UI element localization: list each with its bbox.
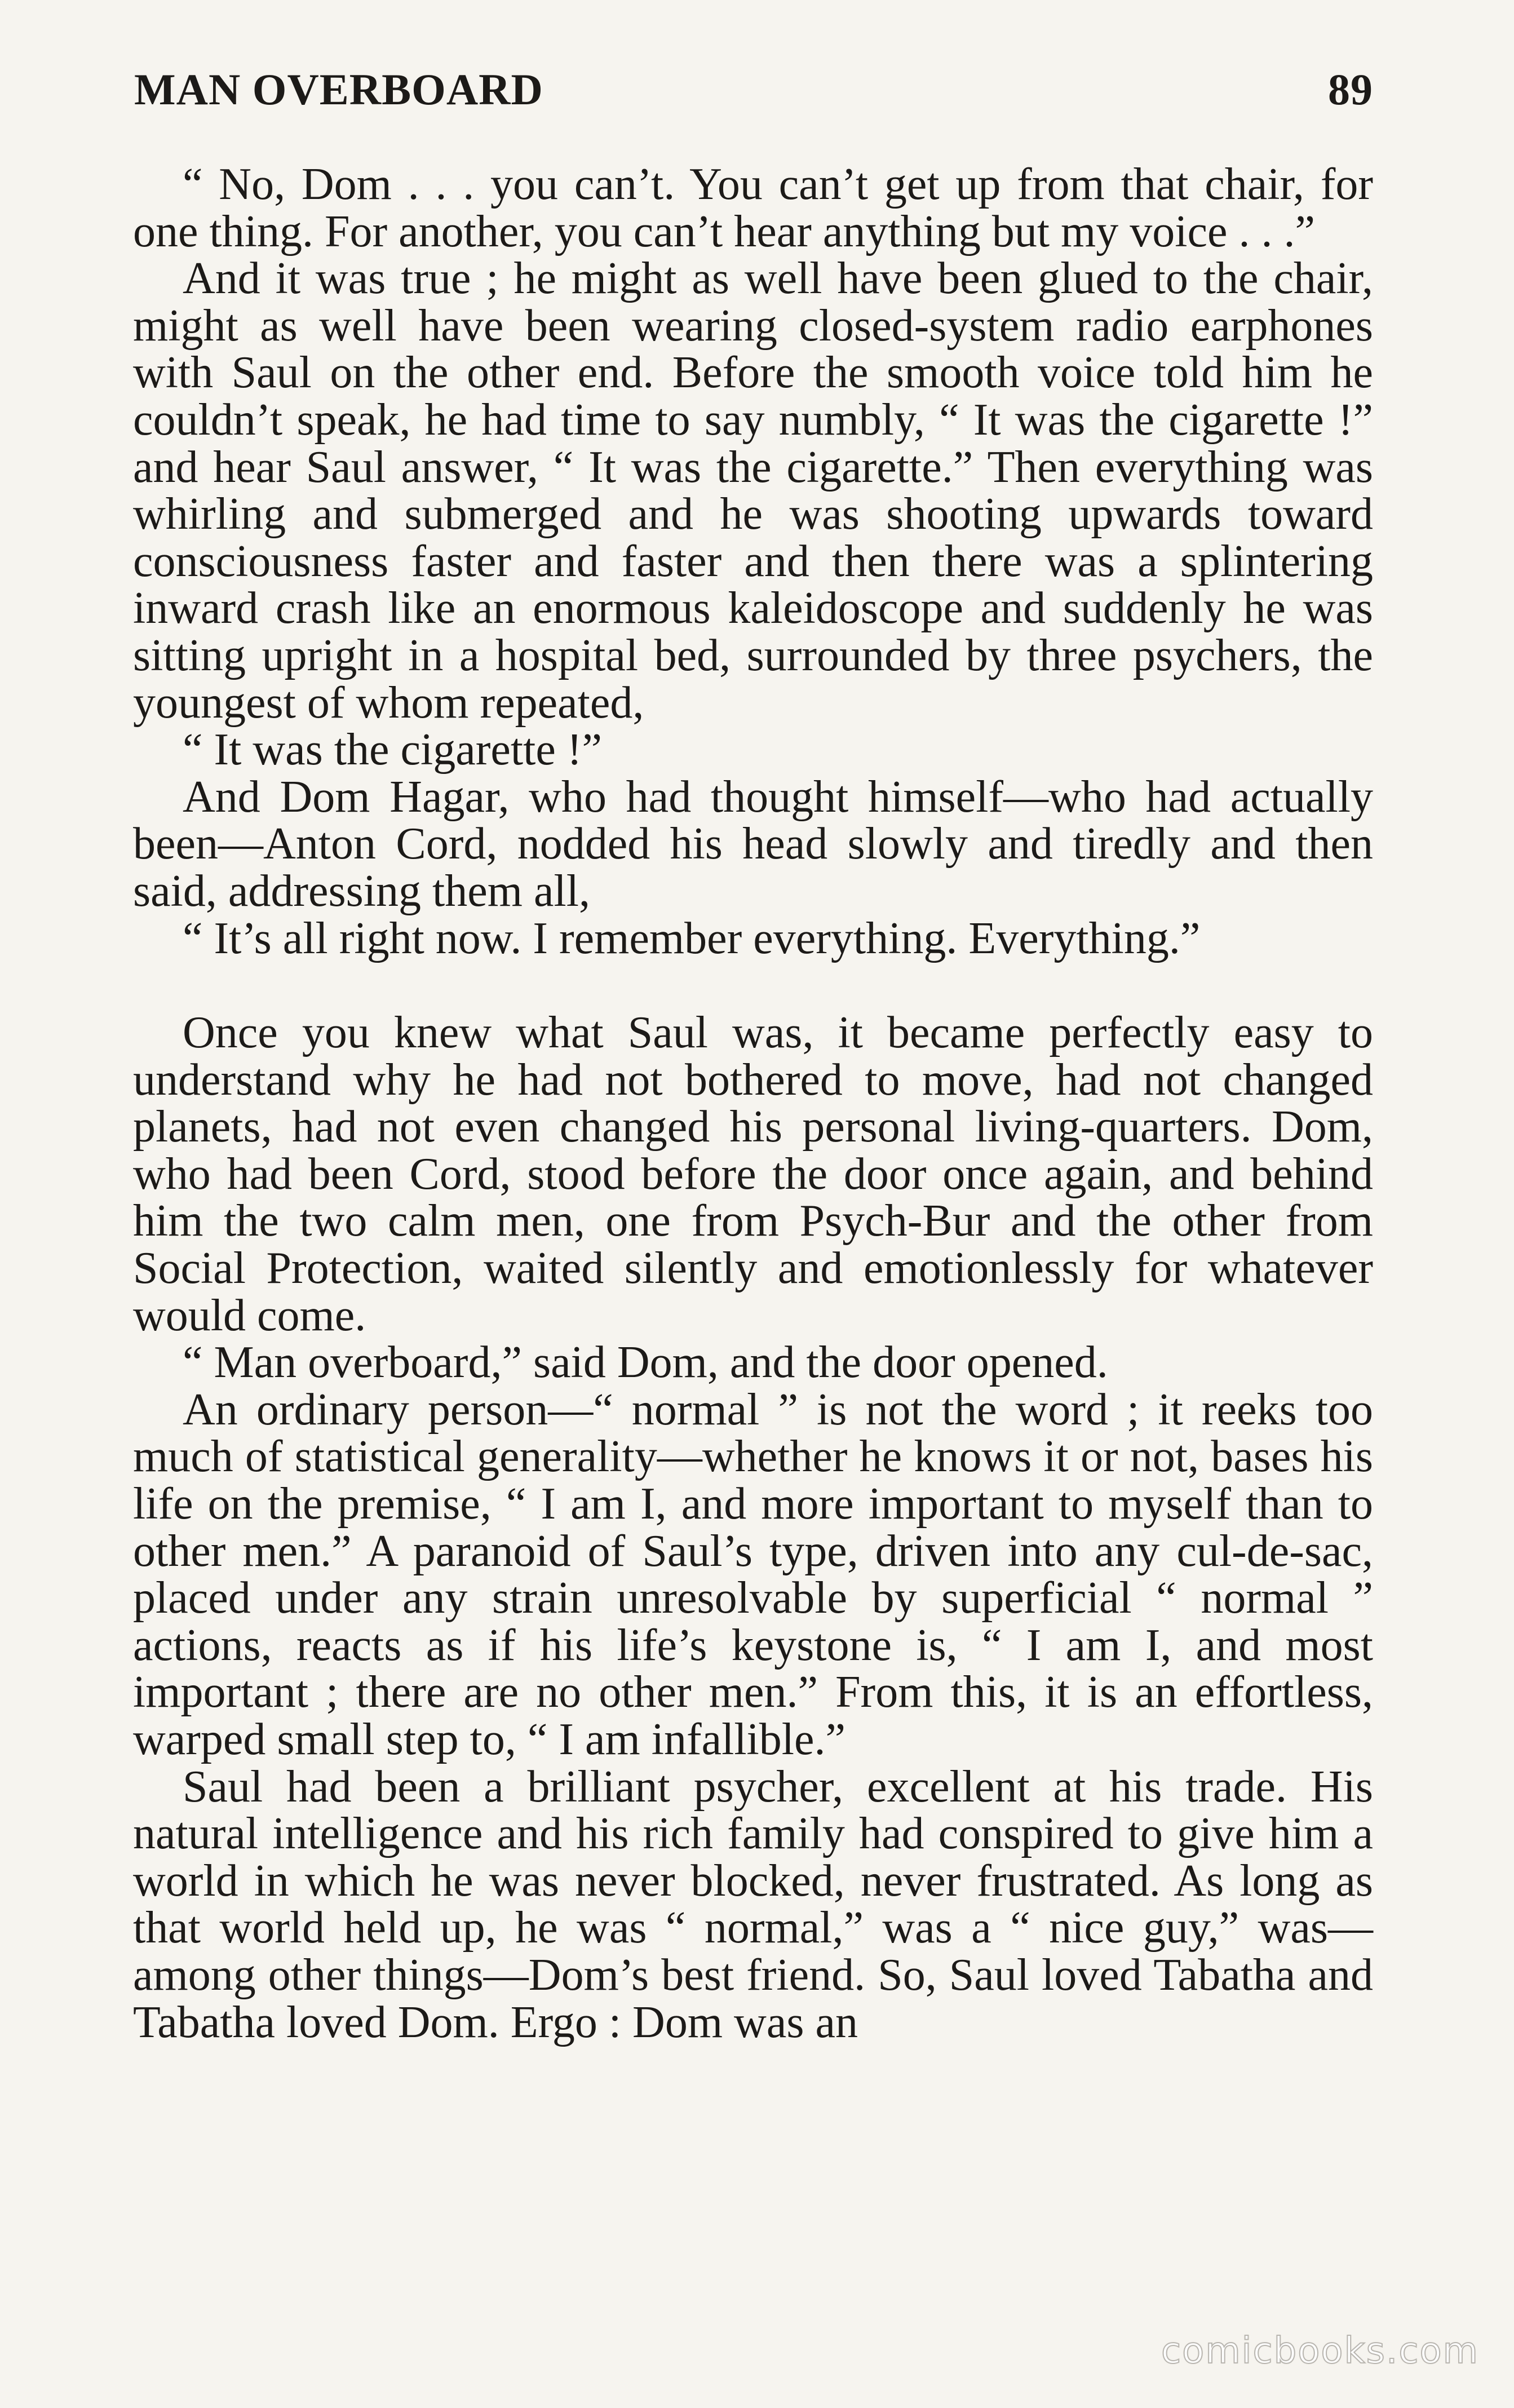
body-text [133, 161, 1373, 2046]
paragraph: “ Man overboard,” said Dom, and the door opened. [183, 1338, 1108, 1388]
chapter-title: MAN OVERBOARD [134, 65, 543, 114]
paragraph: An ordinary person—“ normal ” is not the word ; it reeks too much of statistical generality—whether he knows it or not, bases his life on the premise, “ I am I, and more important to myself than to other men.” A paranoid of Saul’s type, driven into any cul-de-sac, placed under any strain unresolvable by superficial “ normal ” actions, reacts as if his life’s keystone is, “ I am I, and most important ; there are no other men.” From this, it is an effortless, warped small step to, “ I am infallible.” [133, 1384, 1373, 1764]
paragraph: “ No, Dom . . . you can’t. You can’t get up from that chair, for one thing. For another, you can’t hear anything but my voice . . .” [133, 160, 1373, 256]
page-number: 89 [1328, 65, 1373, 114]
paragraph: “ It’s all right now. I remember everything. Everything.” [183, 913, 1201, 963]
paragraph: And Dom Hagar, who had thought himself—who had actually been—Anton Cord, nodded his head slowly and tiredly and then said, addressing them all, [133, 772, 1373, 916]
paragraph: “ It was the cigarette !” [183, 725, 603, 775]
running-header [134, 59, 1373, 121]
paragraph: Saul had been a brilliant psycher, excellent at his trade. His natural intelligence and his rich family had conspired to give him a world in which he was never blocked, never frustrated. As long as that world held up, he was “ normal,” was a “ nice guy,” was—among other things—Dom’s best friend. So, Saul loved Tabatha and Tabatha loved Dom. Ergo : Dom was an [133, 1761, 1373, 2047]
section-break [133, 962, 1373, 1010]
paragraph: Once you knew what Saul was, it became perfectly easy to understand why he had not bothered to move, had not changed planets, had not even changed his personal living-quarters. Dom, who had been Cord, stood before the door once again, and behind him the two calm men, one from Psych-Bur and the other from Social Protection, waited silently and emotionlessly for whatever would come. [133, 1008, 1373, 1340]
paragraph: And it was true ; he might as well have been glued to the chair, might as well have been wearing closed-system radio earphones with Saul on the other end. Before the smooth voice told him he couldn’t speak, he had time to say numbly, “ It was the cigarette !” and hear Saul answer, “ It was the cigarette.” Then everything was whirling and submerged and he was shooting upwards toward consciousness faster and faster and then there was a splintering inward crash like an enormous kaleidoscope and suddenly he was sitting upright in a hospital bed, surrounded by three psychers, the youngest of whom repeated, [133, 254, 1373, 728]
watermark-logo: comicbooks.com [1161, 2330, 1479, 2372]
